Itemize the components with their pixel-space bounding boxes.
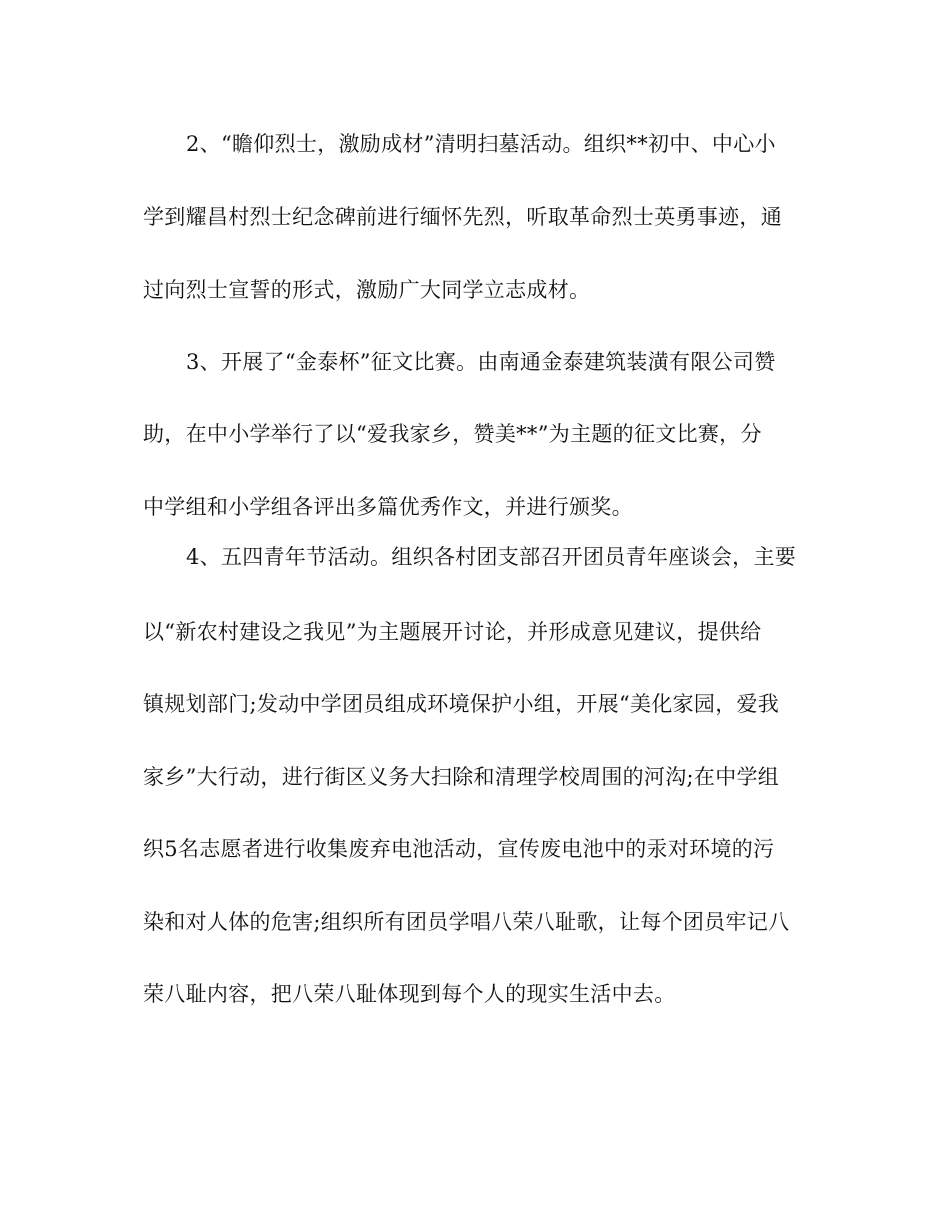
paragraph-line: 家乡”大行动，进行街区义务大扫除和清理学校周围的河沟;在中学组 — [143, 765, 780, 789]
paragraph-line: 3、开展了“金泰杯”征文比赛。由南通金泰建筑装潢有限公司赞 — [186, 350, 776, 374]
paragraph-line: 以“新农村建设之我见”为主题展开讨论，并形成意见建议，提供给 — [143, 620, 762, 644]
paragraph-line: 过向烈士宣誓的形式，激励广大同学立志成材。 — [143, 278, 591, 302]
paragraph-line: 织5名志愿者进行收集废弃电池活动，宣传废电池中的汞对环境的污 — [143, 837, 775, 861]
paragraph-line: 荣八耻内容，把八荣八耻体现到每个人的现实生活中去。 — [143, 982, 676, 1006]
paragraph-line: 4、五四青年节活动。组织各村团支部召开团员青年座谈会，主要 — [186, 545, 797, 569]
paragraph-line: 镇规划部门;发动中学团员组成环境保护小组，开展“美化家园，爱我 — [143, 692, 780, 716]
paragraph-line: 中学组和小学组各评出多篇优秀作文，并进行颁奖。 — [143, 495, 633, 519]
paragraph-line: 助，在中小学举行了以“爱我家乡，赞美**”为主题的征文比赛，分 — [143, 422, 762, 446]
paragraph-line: 学到耀昌村烈士纪念碑前进行缅怀先烈，听取革命烈士英勇事迹，通 — [143, 205, 782, 229]
paragraph-line: 染和对人体的危害;组织所有团员学唱八荣八耻歌，让每个团员牢记八 — [143, 910, 790, 934]
paragraph-line: 2、“瞻仰烈士，激励成材”清明扫墓活动。组织**初中、中心小 — [186, 132, 776, 156]
